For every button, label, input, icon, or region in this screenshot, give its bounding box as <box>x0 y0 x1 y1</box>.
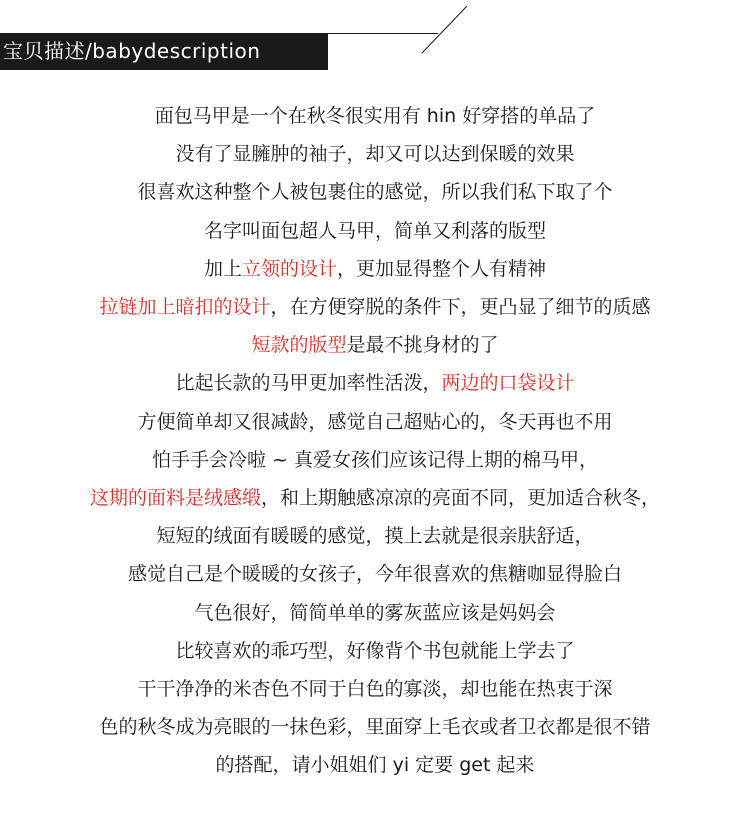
description-line <box>0 633 750 670</box>
description-text: 很喜欢这种整个人被包裹住的感觉，所以我们私下取了个 <box>137 181 613 204</box>
section-header <box>0 33 328 70</box>
description-line <box>0 98 750 135</box>
section-title: 宝贝描述/babydescription <box>3 39 261 63</box>
description-text: 名字叫面包超人马甲，简单又利落的版型 <box>203 219 546 242</box>
description-line <box>0 365 750 402</box>
highlighted-text: 这期的面料是绒感缎 <box>89 487 261 509</box>
description-line <box>0 556 750 593</box>
description-text: 面包马甲是一个在秋冬很实用有 hin 好穿搭的单品了 <box>154 105 596 127</box>
description-text: 的搭配，请小姐姐们 yi 定要 get 起来 <box>215 754 535 777</box>
diagonal-slash-decoration <box>410 0 470 55</box>
description-line <box>0 251 750 288</box>
description-text: 气色很好，简简单单的雾灰蓝应该是妈妈会 <box>194 601 556 624</box>
description-line <box>0 136 750 173</box>
description-line <box>0 213 750 250</box>
description-line <box>0 518 750 555</box>
highlighted-text: 短款的版型 <box>251 334 347 357</box>
description-text: 比起长款的马甲更加率性活泼， <box>175 372 442 395</box>
description-text: 是最不挑身材的了 <box>346 334 499 357</box>
description-text: ，在方便穿脱的条件下，更凸显了细节的质感 <box>270 296 651 318</box>
description-text: 干干净净的米杏色不同于白色的寡淡，却也能在热衷于深 <box>137 678 613 700</box>
description-line <box>0 747 750 784</box>
description-line <box>0 709 750 746</box>
description-text: 短短的绒面有暖暖的感觉，摸上去就是很亲肤舒适， <box>156 525 594 548</box>
description-text: 色的秋冬成为亮眼的一抹色彩，里面穿上毛衣或者卫衣都是很不错 <box>99 716 651 739</box>
description-text: ，更加显得整个人有精神 <box>337 257 547 280</box>
description-line <box>0 174 750 211</box>
description-text: 方便简单却又很减龄，感觉自己超贴心的，冬天再也不用 <box>137 410 613 433</box>
description-text: ，和上期触感凉凉的亮面不同，更加适合秋冬， <box>261 487 661 509</box>
description-line <box>0 289 750 326</box>
description-line <box>0 595 750 632</box>
description-text: 感觉自己是个暖暖的女孩子，今年很喜欢的焦糖咖显得脸白 <box>127 563 622 586</box>
highlighted-text: 拉链加上暗扣的设计 <box>99 296 271 318</box>
description-line <box>0 442 750 479</box>
description-line <box>0 480 750 517</box>
highlighted-text: 立领的设计 <box>241 257 337 280</box>
description-text: 加上 <box>203 257 242 280</box>
highlighted-text: 两边的口袋设计 <box>441 372 575 395</box>
description-text: 没有了显臃肿的袖子，却又可以达到保暖的效果 <box>175 143 575 166</box>
description-line <box>0 404 750 441</box>
description-line <box>0 327 750 364</box>
description-line <box>0 671 750 708</box>
description-text: 怕手手会冷啦 ~ 真爱女孩们应该记得上期的棉马甲， <box>151 448 598 471</box>
description-text: 比较喜欢的乖巧型，好像背个书包就能上学去了 <box>175 639 575 662</box>
